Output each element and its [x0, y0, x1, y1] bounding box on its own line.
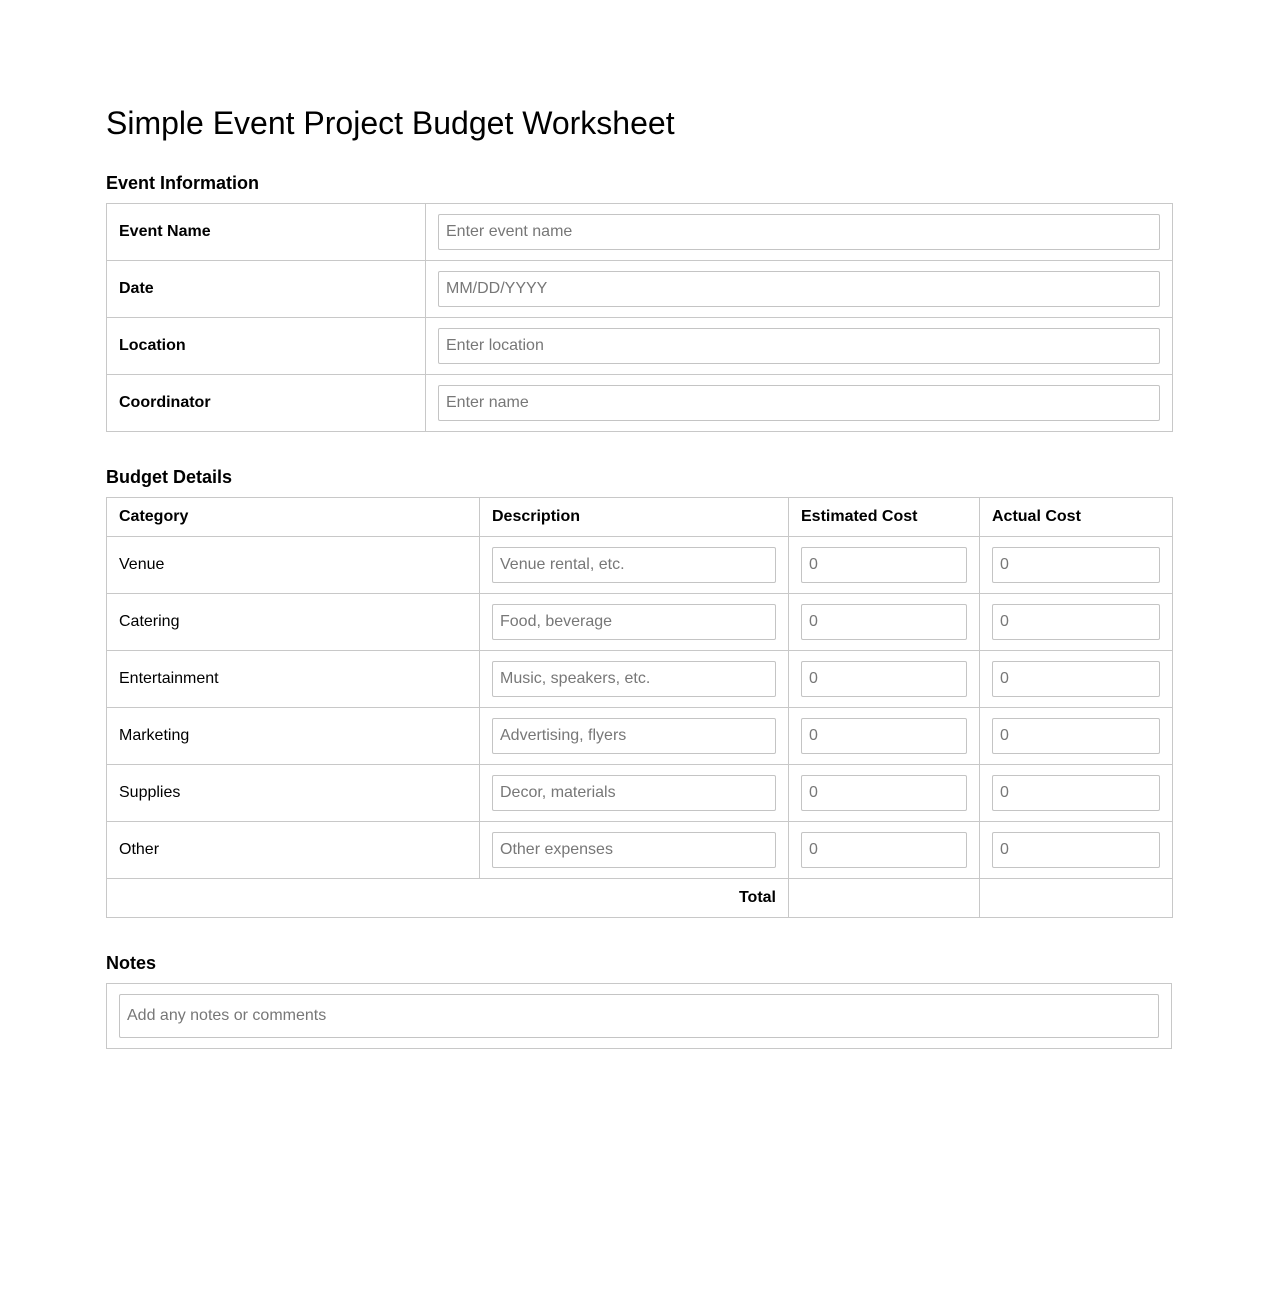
actual-cost-input[interactable]: [992, 832, 1160, 868]
actual-cost-cell: [980, 651, 1173, 708]
event-name-cell: [426, 204, 1173, 261]
budget-header-row: [107, 498, 1173, 537]
event-name-label: Event Name: [107, 204, 426, 261]
location-row: [107, 318, 1173, 375]
table-row: [107, 594, 1173, 651]
description-cell: [480, 822, 789, 879]
coordinator-label: Coordinator: [107, 375, 426, 432]
budget-details-table: [106, 497, 1173, 918]
estimated-cost-cell: [789, 651, 980, 708]
estimated-cost-input[interactable]: [801, 718, 967, 754]
total-label: Total: [107, 879, 789, 918]
column-header-category: Category: [107, 498, 480, 537]
estimated-cost-input[interactable]: [801, 547, 967, 583]
category-cell: Catering: [107, 594, 480, 651]
actual-cost-input[interactable]: [992, 718, 1160, 754]
estimated-cost-cell: [789, 537, 980, 594]
description-cell: [480, 765, 789, 822]
location-label: Location: [107, 318, 426, 375]
description-input[interactable]: [492, 661, 776, 697]
description-input[interactable]: [492, 547, 776, 583]
description-cell: [480, 708, 789, 765]
description-cell: [480, 537, 789, 594]
actual-cost-cell: [980, 765, 1173, 822]
description-cell: [480, 594, 789, 651]
estimated-cost-input[interactable]: [801, 832, 967, 868]
total-estimated-cost: [789, 879, 980, 918]
category-cell: Marketing: [107, 708, 480, 765]
table-row: [107, 651, 1173, 708]
actual-cost-cell: [980, 537, 1173, 594]
category-cell: Other: [107, 822, 480, 879]
column-header-actual-cost: Actual Cost: [980, 498, 1173, 537]
coordinator-input[interactable]: [438, 385, 1160, 421]
event-information-table: [106, 203, 1173, 432]
location-cell: [426, 318, 1173, 375]
actual-cost-input[interactable]: [992, 775, 1160, 811]
table-row: [107, 708, 1173, 765]
description-cell: [480, 651, 789, 708]
column-header-estimated-cost: Estimated Cost: [789, 498, 980, 537]
notes-heading: Notes: [106, 953, 157, 973]
category-cell: Venue: [107, 537, 480, 594]
estimated-cost-input[interactable]: [801, 775, 967, 811]
budget-details-heading: Budget Details: [106, 467, 233, 487]
total-row: [107, 879, 1173, 918]
date-input[interactable]: [438, 271, 1160, 307]
estimated-cost-cell: [789, 822, 980, 879]
date-label: Date: [107, 261, 426, 318]
estimated-cost-cell: [789, 765, 980, 822]
estimated-cost-input[interactable]: [801, 661, 967, 697]
notes-input[interactable]: [119, 994, 1159, 1038]
estimated-cost-input[interactable]: [801, 604, 967, 640]
description-input[interactable]: [492, 775, 776, 811]
event-information-heading: Event Information: [106, 173, 260, 193]
estimated-cost-cell: [789, 594, 980, 651]
coordinator-row: [107, 375, 1173, 432]
actual-cost-cell: [980, 708, 1173, 765]
event-name-input[interactable]: [438, 214, 1160, 250]
date-row: [107, 261, 1173, 318]
description-input[interactable]: [492, 832, 776, 868]
coordinator-cell: [426, 375, 1173, 432]
description-input[interactable]: [492, 718, 776, 754]
total-actual-cost: [980, 879, 1173, 918]
description-input[interactable]: [492, 604, 776, 640]
actual-cost-input[interactable]: [992, 661, 1160, 697]
estimated-cost-cell: [789, 708, 980, 765]
event-name-row: [107, 204, 1173, 261]
actual-cost-cell: [980, 822, 1173, 879]
page-title: Simple Event Project Budget Worksheet: [106, 105, 675, 141]
table-row: [107, 822, 1173, 879]
column-header-description: Description: [480, 498, 789, 537]
table-row: [107, 765, 1173, 822]
category-cell: Supplies: [107, 765, 480, 822]
actual-cost-input[interactable]: [992, 547, 1160, 583]
notes-container: [106, 983, 1172, 1049]
date-cell: [426, 261, 1173, 318]
actual-cost-cell: [980, 594, 1173, 651]
table-row: [107, 537, 1173, 594]
location-input[interactable]: [438, 328, 1160, 364]
actual-cost-input[interactable]: [992, 604, 1160, 640]
category-cell: Entertainment: [107, 651, 480, 708]
